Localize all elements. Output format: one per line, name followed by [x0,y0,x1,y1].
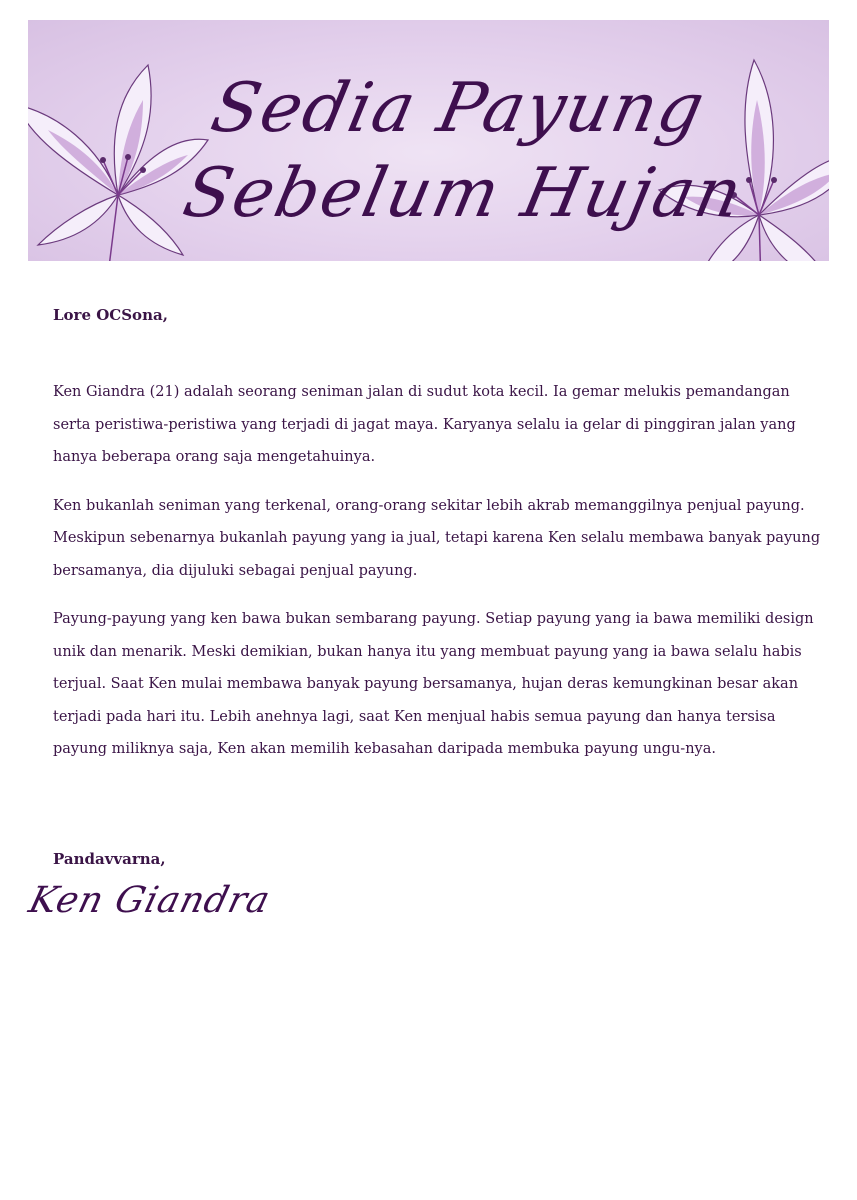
banner-title-line1: Sedia Payung [204,69,713,148]
letter-greeting: Lore OCSona, [53,306,168,324]
signature: Ken Giandra [24,880,275,921]
letter-paragraph: Payung-payung yang ken bawa bukan sembarang payung. Setiap payung yang ia bawa memiliki design unik dan menarik. Meski demikian, bukan hanya itu yang membuat payung yang ia bawa selalu habis terjual. Saat Ken mulai membawa banyak payung bersamanya, hujan deras kemungkinan besar akan terjadi pada hari itu. Lebih anehnya lagi, saat Ken menjual habis semua payung dan hanya tersisa payung miliknya saja, Ken akan memilih kebasahan daripada membuka payung ungu-nya. [53,611,814,757]
header-banner [28,20,829,261]
letter-body [53,376,828,782]
letter-closing: Pandavvarna, [53,850,166,868]
letter-paragraph: Ken bukanlah seniman yang terkenal, orang-orang sekitar lebih akrab memanggilnya penjual payung. Meskipun sebenarnya bukanlah payung yang ia jual, tetapi karena Ken selalu membawa banyak payung bersamanya, dia dijuluki sebagai penjual payung. [53,497,821,579]
banner-title-line2: Sebelum Hujan [176,154,751,233]
letter-paragraph: Ken Giandra (21) adalah seorang seniman jalan di sudut kota kecil. Ia gemar melukis pemandangan serta peristiwa-peristiwa yang terjadi di jagat maya. Karyanya selalu ia gelar di pinggiran jalan yang hanya beberapa orang saja mengetahuinya. [53,384,796,465]
